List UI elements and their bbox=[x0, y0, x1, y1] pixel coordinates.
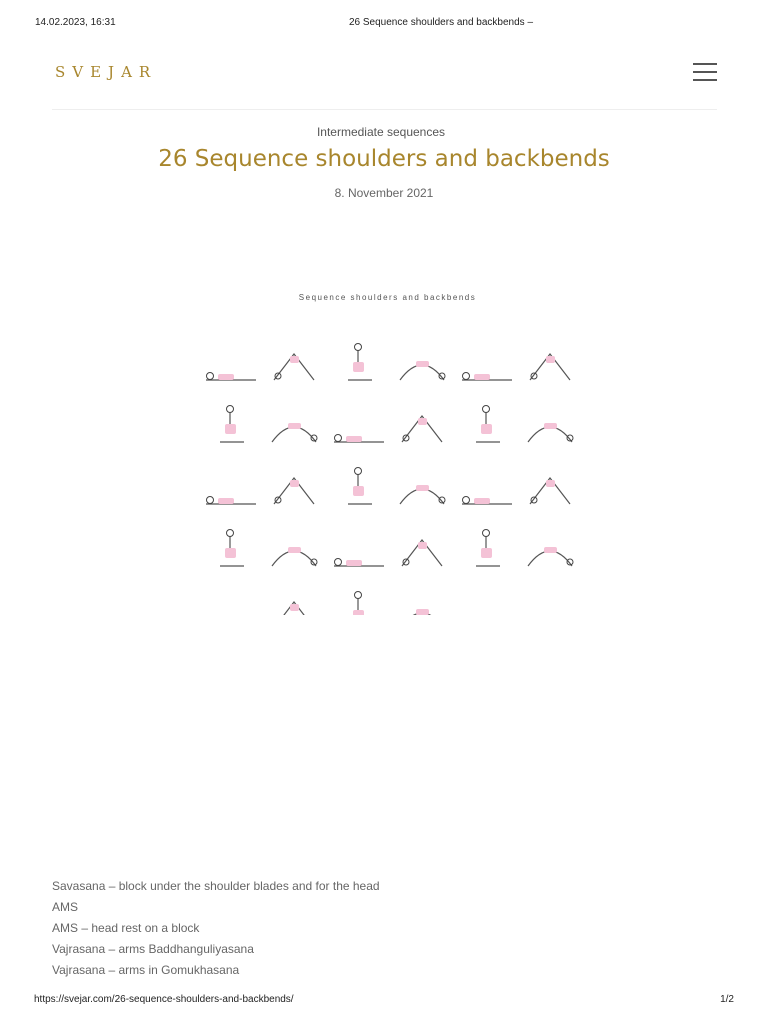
print-footer bbox=[0, 994, 768, 1008]
yoga-pose-figure bbox=[334, 559, 384, 567]
sequence-illustration bbox=[195, 285, 580, 620]
yoga-pose-figure bbox=[220, 530, 244, 567]
yoga-pose-figure bbox=[348, 592, 372, 616]
yoga-pose-figure bbox=[400, 609, 445, 615]
yoga-pose-figure bbox=[402, 416, 442, 442]
yoga-pose-figure bbox=[220, 406, 244, 443]
sequence-list bbox=[52, 878, 380, 983]
print-url: https://svejar.com/26-sequence-shoulders-and-backbends/ bbox=[34, 994, 294, 1005]
post-date: 8. November 2021 bbox=[334, 186, 434, 200]
list-item: Vajrasana – arms Baddhanguliyasana bbox=[52, 942, 254, 956]
yoga-pose-figure bbox=[274, 602, 314, 615]
print-page-number: 1/2 bbox=[720, 994, 734, 1005]
print-datetime: 14.02.2023, 16:31 bbox=[35, 17, 116, 28]
print-header bbox=[0, 17, 768, 31]
yoga-pose-figure bbox=[402, 540, 442, 566]
print-document-title: 26 Sequence shoulders and backbends – bbox=[348, 17, 534, 28]
yoga-pose-figure bbox=[274, 354, 314, 380]
yoga-pose-figure bbox=[272, 423, 317, 442]
yoga-pose-figure bbox=[476, 406, 500, 443]
menu-bar bbox=[693, 63, 717, 65]
list-item: AMS – head rest on a block bbox=[52, 921, 200, 935]
illustration-title: Sequence shoulders and backbends bbox=[298, 293, 477, 302]
list-item: AMS bbox=[52, 900, 79, 914]
post-title: 26 Sequence shoulders and backbends bbox=[158, 146, 610, 172]
yoga-pose-figure bbox=[530, 354, 570, 380]
yoga-pose-figure bbox=[334, 435, 384, 443]
site-header bbox=[52, 55, 717, 110]
yoga-pose-figure bbox=[528, 423, 573, 442]
hamburger-menu-icon[interactable] bbox=[693, 63, 717, 81]
list-item: Vajrasana – arms in Gomukhasana bbox=[52, 963, 240, 977]
yoga-pose-figure bbox=[348, 468, 372, 505]
post-category-link[interactable]: Intermediate sequences bbox=[316, 125, 446, 139]
yoga-pose-figure bbox=[462, 373, 512, 381]
yoga-pose-figure bbox=[530, 478, 570, 504]
yoga-pose-figure bbox=[348, 344, 372, 381]
yoga-poses-grid bbox=[195, 325, 580, 615]
yoga-pose-figure bbox=[272, 547, 317, 566]
yoga-pose-figure bbox=[462, 497, 512, 505]
yoga-pose-figure bbox=[274, 478, 314, 504]
menu-bar bbox=[693, 79, 717, 81]
site-logo[interactable]: SVEJAR bbox=[55, 63, 158, 81]
yoga-pose-figure bbox=[400, 485, 445, 504]
yoga-pose-figure bbox=[206, 373, 256, 381]
yoga-pose-figure bbox=[400, 361, 445, 380]
list-item: Savasana – block under the shoulder blades and for the head bbox=[52, 879, 380, 893]
menu-bar bbox=[693, 71, 717, 73]
yoga-pose-figure bbox=[528, 547, 573, 566]
yoga-pose-figure bbox=[206, 497, 256, 505]
yoga-pose-figure bbox=[476, 530, 500, 567]
